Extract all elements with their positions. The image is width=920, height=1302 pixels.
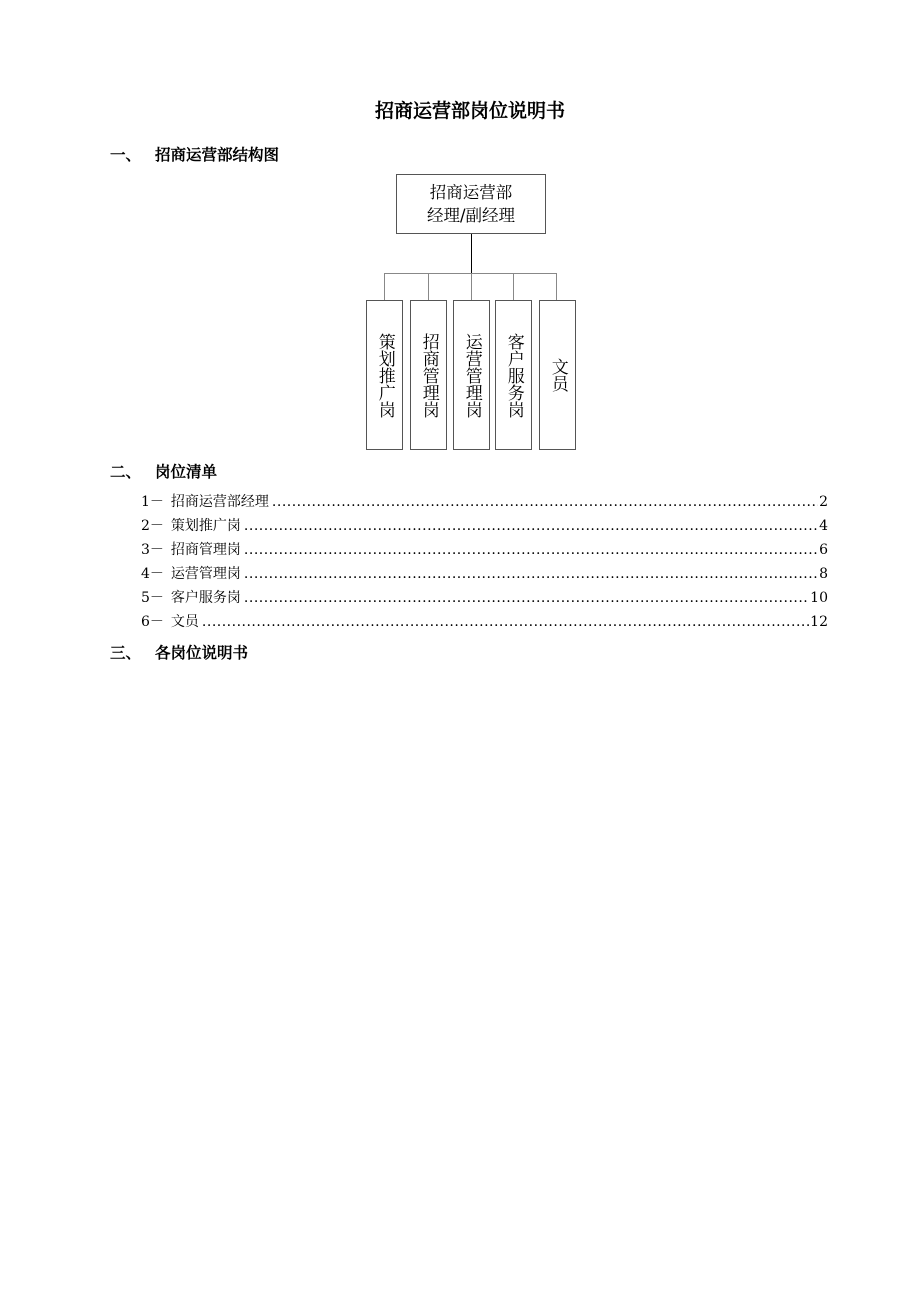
- list-item-page: 12: [810, 614, 828, 630]
- org-node-customer-service: [495, 300, 532, 450]
- list-item[interactable]: [141, 564, 828, 584]
- org-node-manager: [396, 174, 546, 234]
- list-item-page: 8: [819, 566, 828, 582]
- document-title: 招商运营部岗位说明书: [374, 100, 565, 122]
- org-node-planning: [366, 300, 403, 450]
- list-item-index: 6－: [141, 614, 164, 630]
- org-node-label: 招商管理岗: [418, 332, 439, 418]
- section-label: 岗位清单: [155, 463, 218, 481]
- connector-vertical-main: [471, 234, 472, 274]
- section-number: 一、: [110, 146, 142, 164]
- list-item-index: 5－: [141, 590, 164, 606]
- list-item-label: 招商运营部经理: [170, 494, 269, 510]
- list-item-index: 1－: [141, 494, 164, 510]
- connector-drop-1: [384, 273, 385, 300]
- org-node-manager-line1: 招商运营部: [429, 183, 513, 202]
- list-item-label: 客户服务岗: [170, 590, 241, 606]
- section-heading-job-descriptions: [110, 643, 248, 663]
- list-item-label: 文员: [170, 614, 199, 630]
- section-label: 招商运营部结构图: [155, 146, 280, 164]
- list-item-page: 6: [819, 542, 828, 558]
- list-item-page: 10: [810, 590, 828, 606]
- connector-horizontal: [384, 273, 557, 274]
- connector-drop-2: [428, 273, 429, 300]
- org-node-clerk: [539, 300, 576, 450]
- list-item-label: 运营管理岗: [170, 566, 241, 582]
- leader-dots: [272, 492, 818, 512]
- section-number: 三、: [110, 644, 142, 662]
- list-item-page: 2: [819, 494, 828, 510]
- org-node-operations: [453, 300, 490, 450]
- list-item-index: 4－: [141, 566, 164, 582]
- list-item[interactable]: [141, 588, 828, 608]
- list-item[interactable]: [141, 492, 828, 512]
- list-item-index: 3－: [141, 542, 164, 558]
- org-node-leasing: [410, 300, 447, 450]
- org-node-label: 文员: [547, 358, 568, 392]
- list-item[interactable]: [141, 516, 828, 536]
- leader-dots: [202, 612, 809, 632]
- list-item-label: 招商管理岗: [170, 542, 241, 558]
- connector-drop-3: [471, 273, 472, 300]
- list-item-index: 2－: [141, 518, 164, 534]
- section-number: 二、: [110, 463, 142, 481]
- org-chart: [0, 0, 920, 460]
- list-item[interactable]: [141, 612, 828, 632]
- leader-dots: [244, 564, 818, 584]
- connector-drop-4: [513, 273, 514, 300]
- list-item-label: 策划推广岗: [170, 518, 241, 534]
- org-node-label: 运营管理岗: [461, 332, 482, 418]
- org-node-manager-line2: 经理/副经理: [426, 206, 516, 225]
- leader-dots: [244, 540, 818, 560]
- org-node-label: 策划推广岗: [374, 332, 395, 418]
- section-heading-structure: [110, 145, 279, 165]
- section-label: 各岗位说明书: [155, 644, 249, 662]
- leader-dots: [244, 516, 818, 536]
- list-item[interactable]: [141, 540, 828, 560]
- list-item-page: 4: [819, 518, 828, 534]
- leader-dots: [244, 588, 809, 608]
- connector-drop-5: [556, 273, 557, 300]
- org-node-label: 客户服务岗: [503, 332, 524, 418]
- section-heading-position-list: [110, 462, 217, 482]
